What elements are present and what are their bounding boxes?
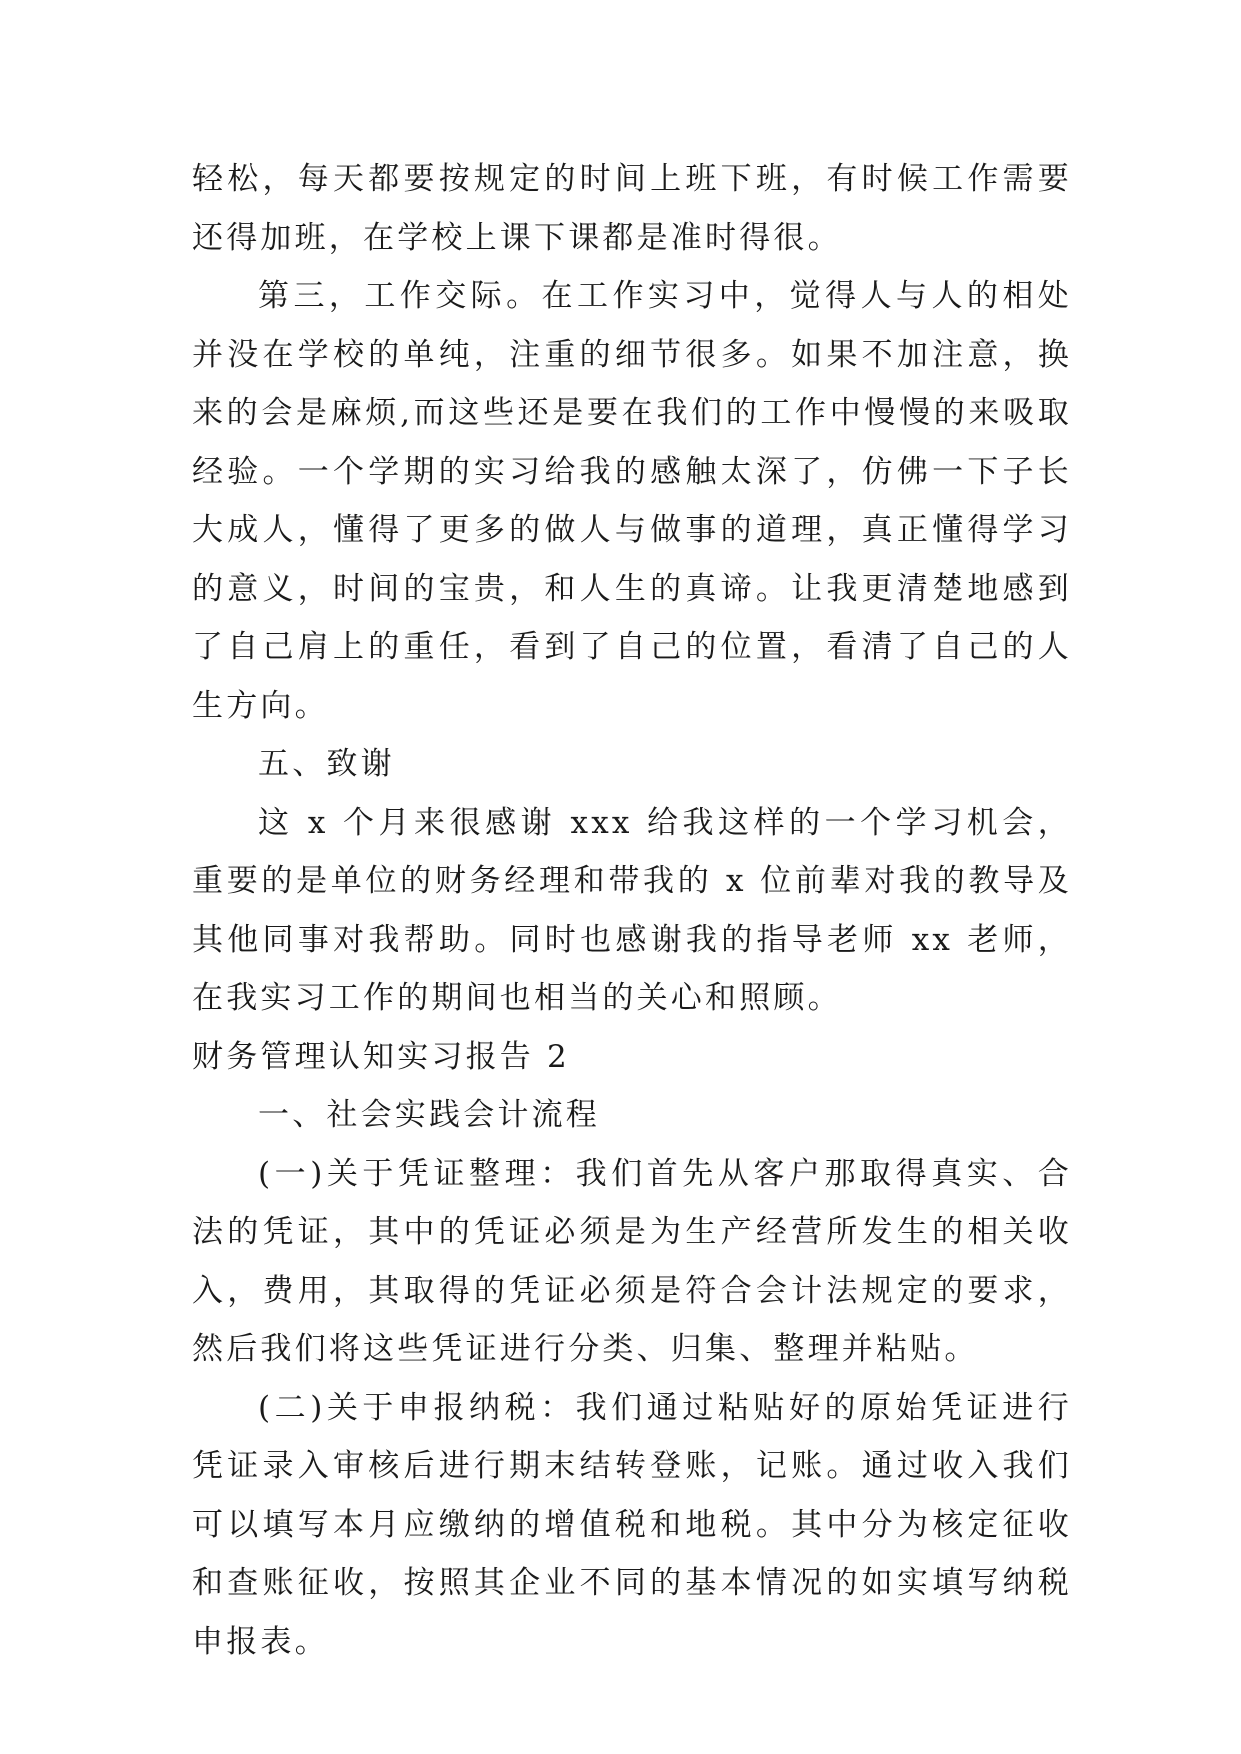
paragraph-acknowledgements: 这 x 个月来很感谢 xxx 给我这样的一个学习机会，重要的是单位的财务经理和带我的 x 位前辈对我的教导及其他同事对我帮助。同时也感谢我的指导老师 xx 老师，在我实习工作的期间也相当的关心和照顾。 (192, 804, 1072, 1016)
section-heading-acknowledgements: 五、致谢 (258, 746, 395, 782)
paragraph-continuation: 轻松，每天都要按规定的时间上班下班，有时候工作需要还得加班，在学校上课下课都是准时得很。 (192, 161, 1072, 256)
section-heading-accounting-process: 一、社会实践会计流程 (258, 1097, 600, 1133)
report-title: 财务管理认知实习报告 2 (192, 1038, 570, 1075)
document-body (192, 150, 1072, 1671)
paragraph-voucher-organization: (一)关于凭证整理：我们首先从客户那取得真实、合法的凭证，其中的凭证必须是为生产经营所发生的相关收入，费用，其取得的凭证必须是符合会计法规定的要求，然后我们将这些凭证进行分类、归集、整理并粘贴。 (192, 1155, 1072, 1367)
paragraph-work-communication: 第三，工作交际。在工作实习中，觉得人与人的相处并没在学校的单纯，注重的细节很多。如果不加注意，换来的会是麻烦,而这些还是要在我们的工作中慢慢的来吸取经验。一个学期的实习给我的感触太深了，仿佛一下子长大成人，懂得了更多的做人与做事的道理，真正懂得学习的意义，时间的宝贵，和人生的真谛。让我更清楚地感到了自己肩上的重任，看到了自己的位置，看清了自己的人生方向。 (192, 278, 1072, 724)
paragraph-tax-filing: (二)关于申报纳税：我们通过粘贴好的原始凭证进行凭证录入审核后进行期末结转登账，记账。通过收入我们可以填写本月应缴纳的增值税和地税。其中分为核定征收和查账征收，按照其企业不同的基本情况的如实填写纳税申报表。 (192, 1389, 1072, 1660)
